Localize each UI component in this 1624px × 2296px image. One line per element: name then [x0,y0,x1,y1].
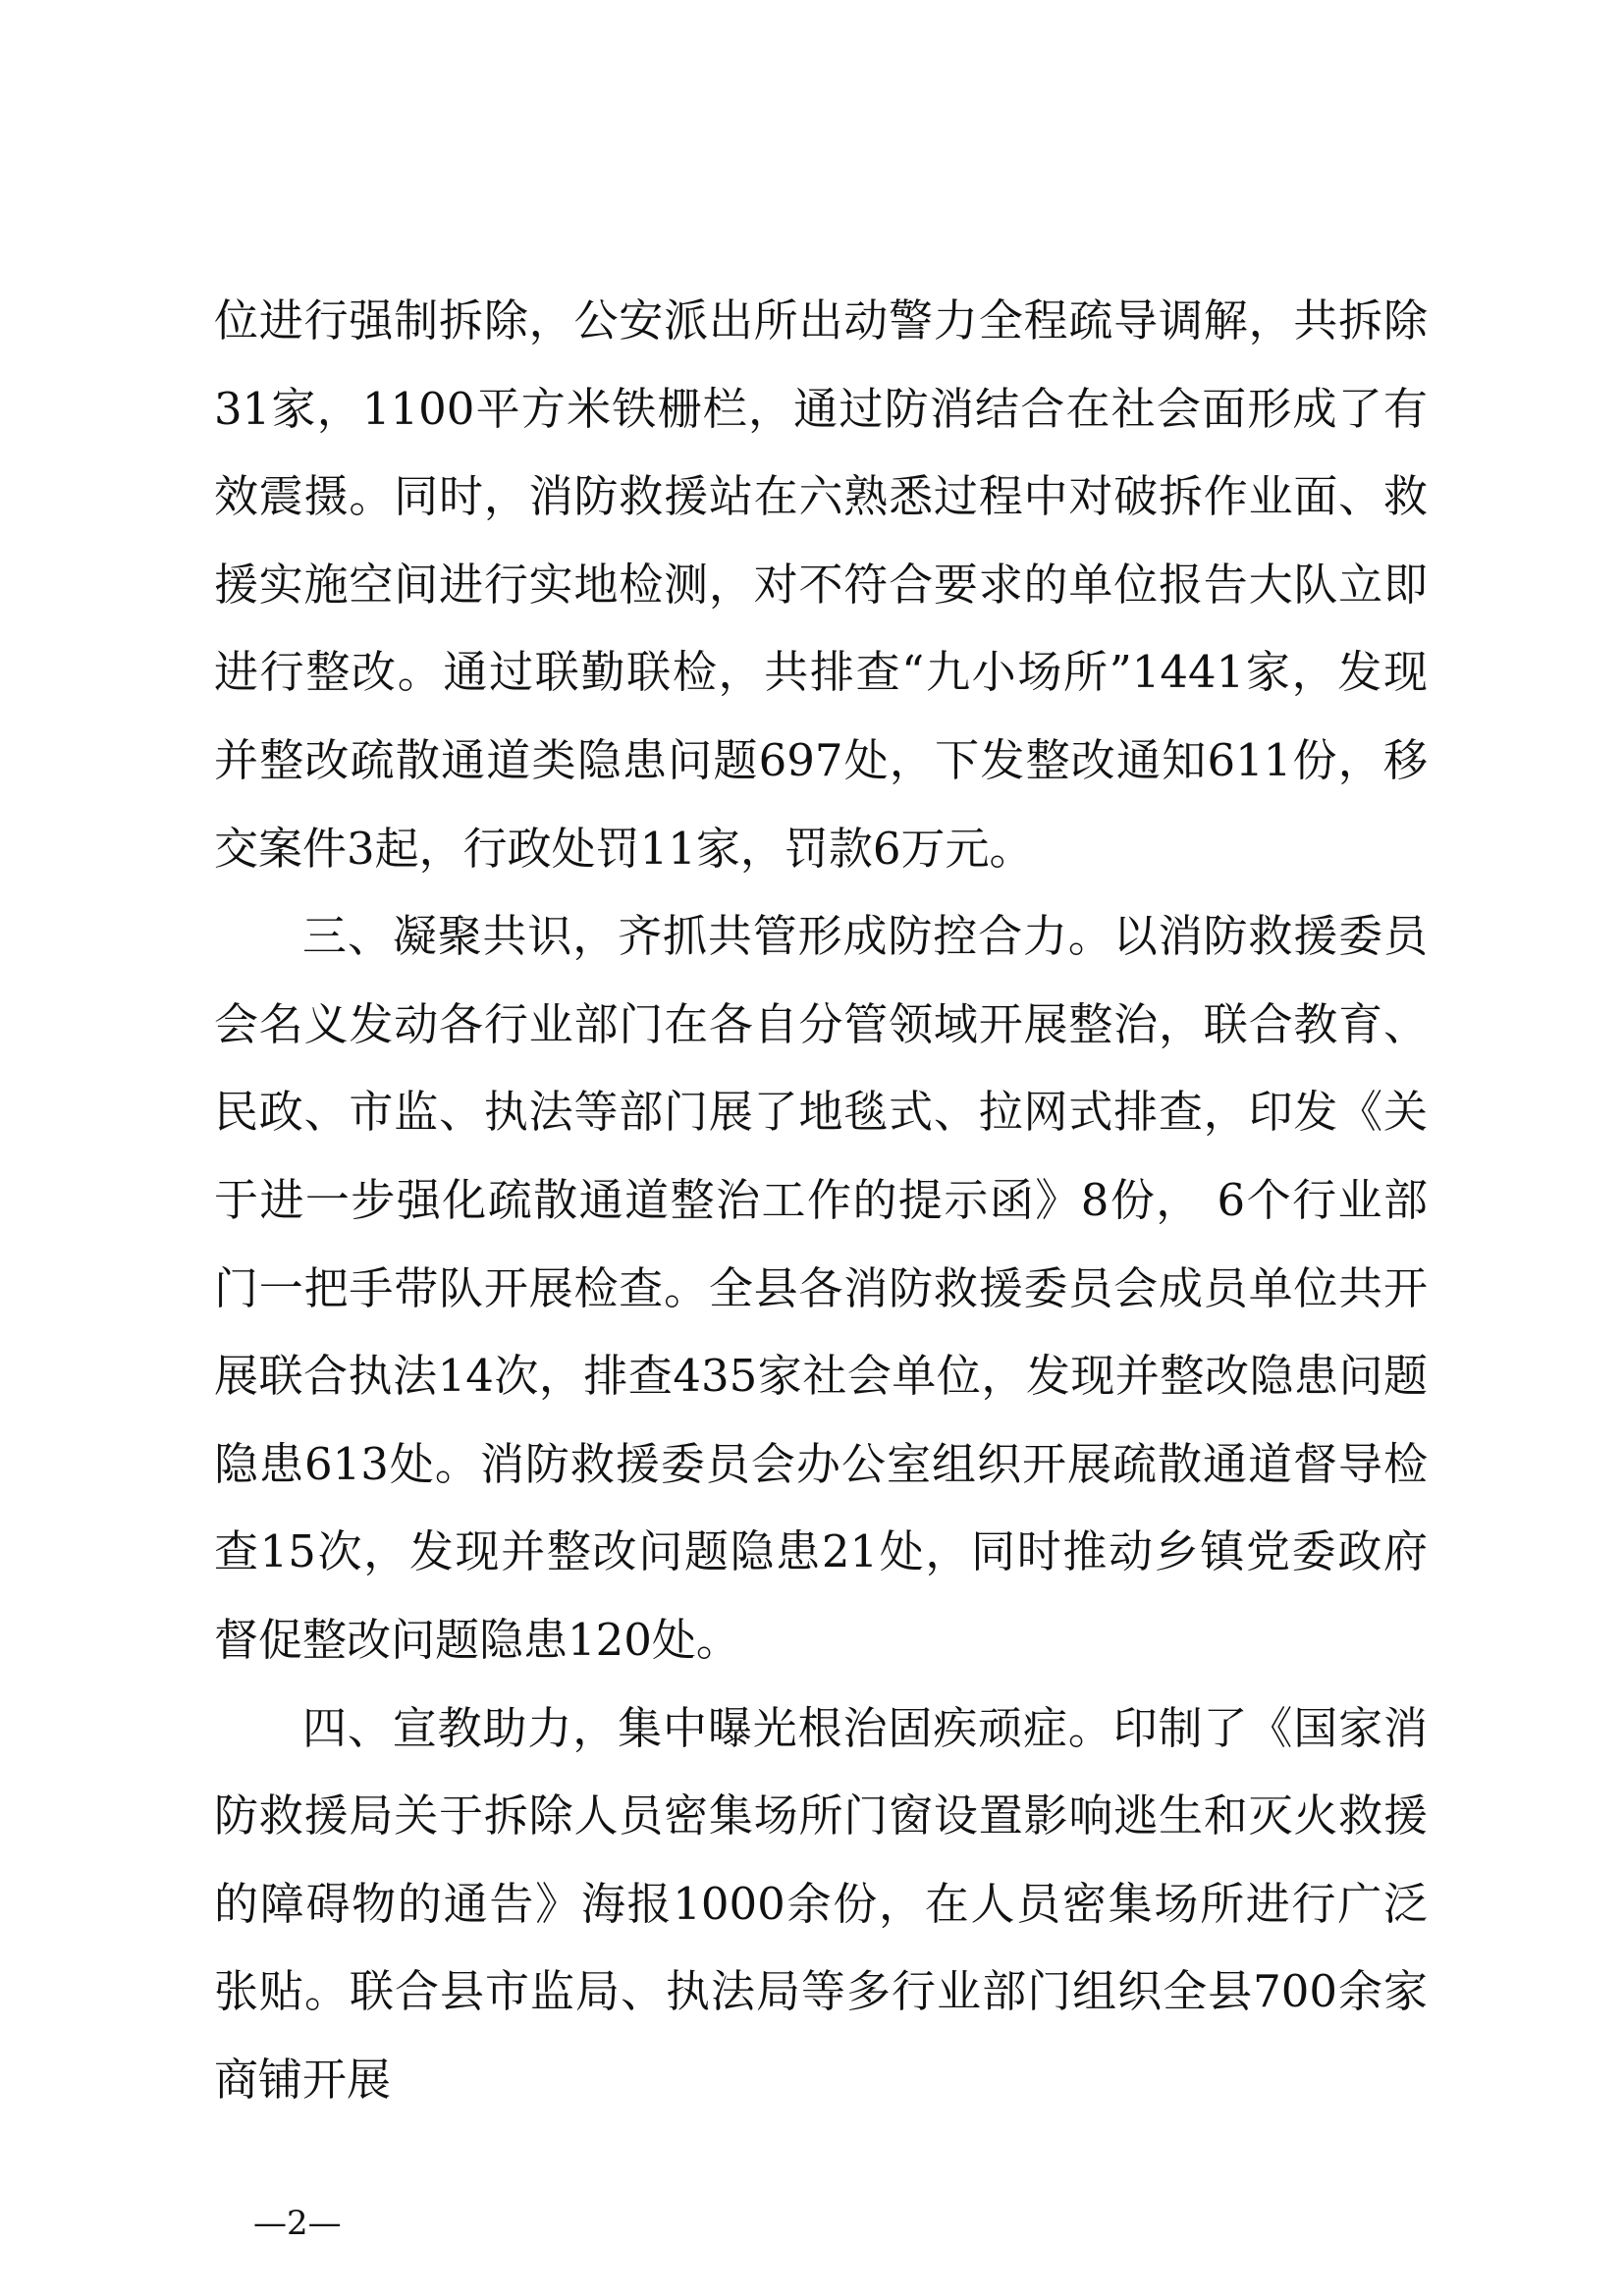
page-number: —2— [253,2204,342,2243]
paragraph-continuation: 位进行强制拆除，公安派出所出动警力全程疏导调解，共拆除31家，1100平方米铁栅栏，通过防消结合在社会面形成了有效震摄。同时，消防救援站在六熟悉过程中对破拆作业面、救援实施空间进行实地检测，对不符合要求的单位报告大队立即进行整改。通过联勤联检，共排查“九小场所”1441家，发现并整改疏散通道类隐患问题697处，下发整改通知611份，移交案件3起，行政处罚11家，罚款6万元。 [214,294,1428,875]
body-text [214,277,1428,2123]
paragraph-section-four: 四、宣教助力，集中曝光根治固疾顽症。印制了《国家消防救援局关于拆除人员密集场所门窗设置影响逃生和灭火救援的障碍物的通告》海报1000余份，在人员密集场所进行广泛张贴。联合县市监局、执法局等多行业部门组织全县700余家商铺开展 [214,1701,1428,2106]
paragraph-section-three: 三、凝聚共识，齐抓共管形成防控合力。以消防救援委员会名义发动各行业部门在各自分管领域开展整治，联合教育、民政、市监、执法等部门展了地毯式、拉网式排查，印发《关于进一步强化疏散通道整治工作的提示函》8份， 6个行业部门一把手带队开展检查。全县各消防救援委员会成员单位共开展联合执法14次，排查435家社会单位，发现并整改隐患问题隐患613处。消防救援委员会办公室组织开展疏散通道督导检查15次，发现并整改问题隐患21处，同时推动乡镇党委政府督促整改问题隐患120处。 [214,910,1428,1666]
